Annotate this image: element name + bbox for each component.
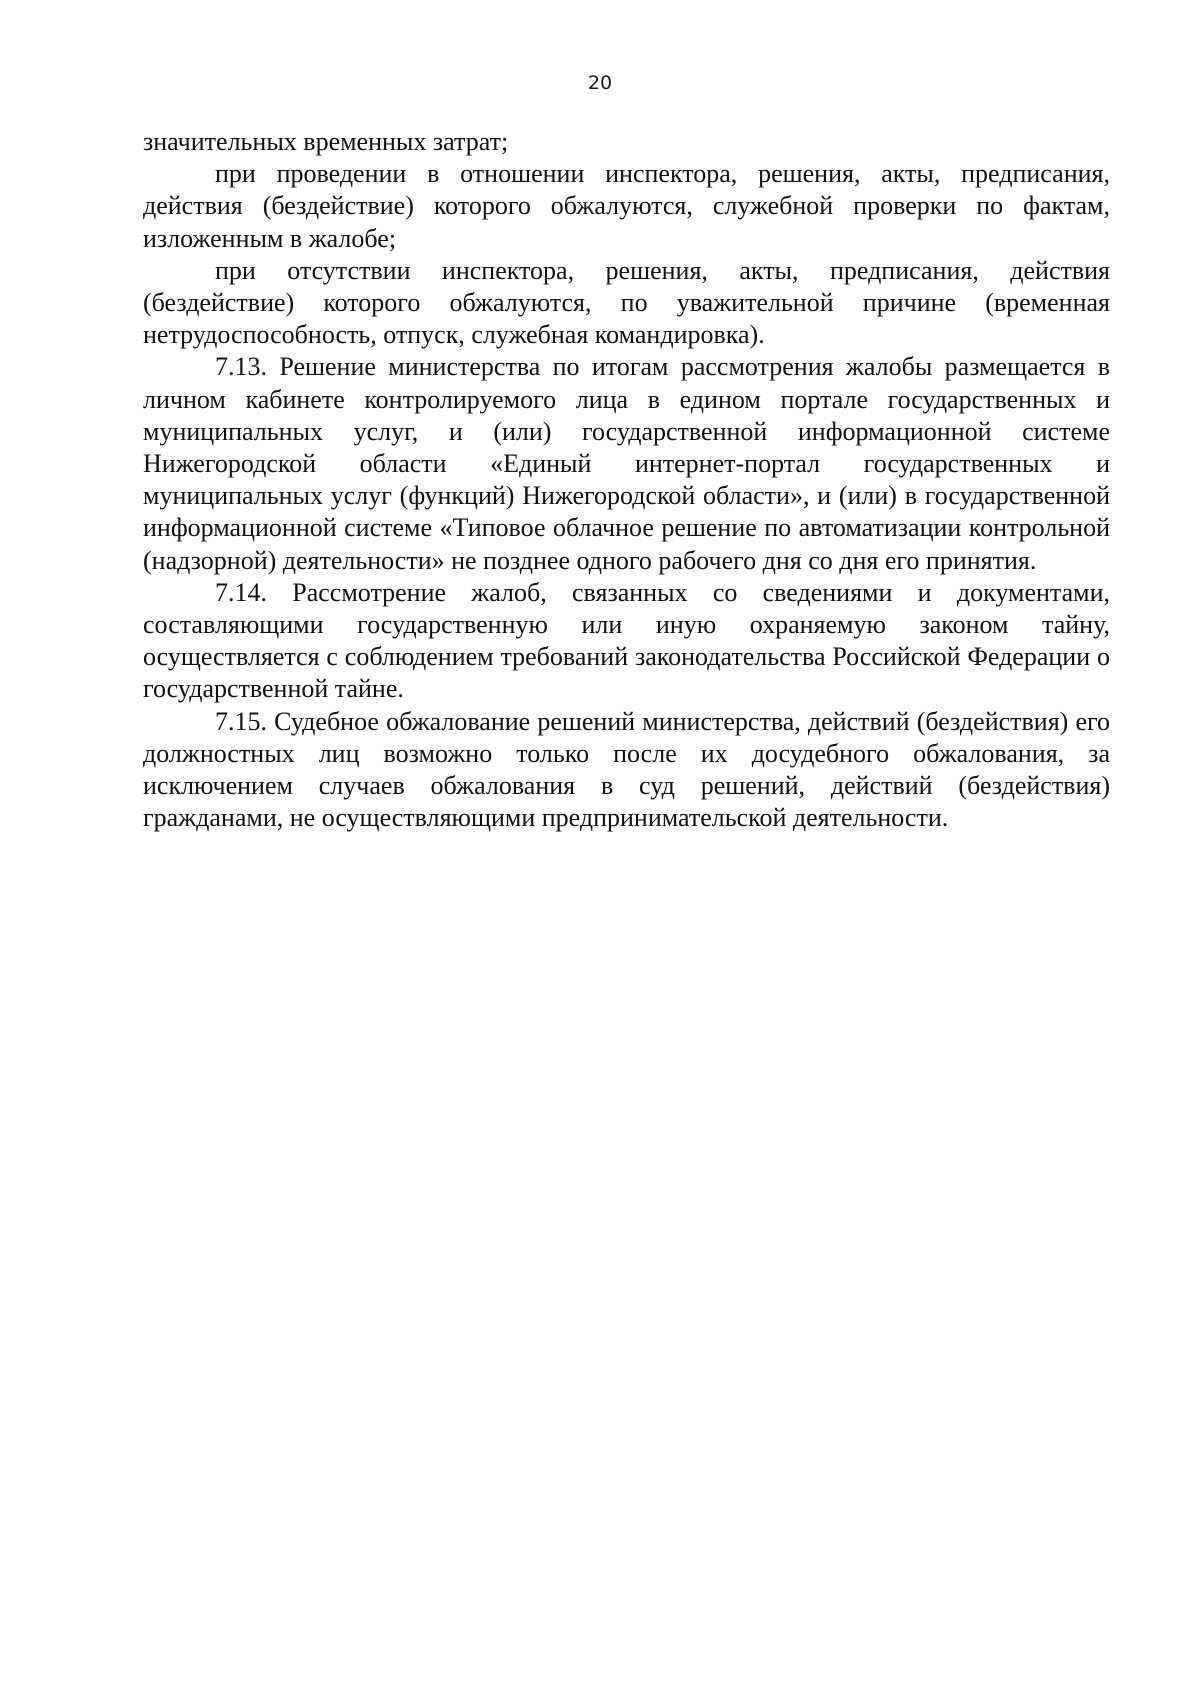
paragraph-7-13: 7.13. Решение министерства по итогам рассмотрения жалобы размещается в личном кабинете контролируемого лица в едином портале государственных и муниципальных услуг, и (или) государственной информационной системе Нижегородской области «Единый интернет-портал государственных и муниципальных услуг (функций) Нижегородской области», и (или) в государственной информационной системе «Типовое облачное решение по автоматизации контрольной (надзорной) деятельности» не позднее одного рабочего дня со дня его принятия.: [143, 352, 1110, 575]
page-number: 20: [587, 72, 613, 94]
paragraph-inspector-absence: при отсутствии инспектора, решения, акты, предписания, действия (бездействие) которого обжалуются, по уважительной причине (временная нетрудоспособность, отпуск, служебная командировка).: [143, 255, 1110, 350]
paragraph-continuation: значительных временных затрат;: [143, 127, 509, 156]
paragraph-inspection-check: при проведении в отношении инспектора, решения, акты, предписания, действия (бездействие) которого обжалуются, служебной проверки по фактам, изложенным в жалобе;: [143, 159, 1110, 253]
paragraph-7-14: 7.14. Рассмотрение жалоб, связанных со сведениями и документами, составляющими государственную или иную охраняемую законом тайну, осуществляется с соблюдением требований законодательства Российской Федерации о государственной тайне.: [143, 577, 1110, 704]
paragraph-7-15: 7.15. Судебное обжалование решений министерства, действий (бездействия) его должностных лиц возможно только после их досудебного обжалования, за исключением случаев обжалования в суд решений, действий (бездействия) гражданами, не осуществляющими предпринимательской деятельности.: [143, 706, 1110, 833]
document-body: [143, 126, 1110, 834]
